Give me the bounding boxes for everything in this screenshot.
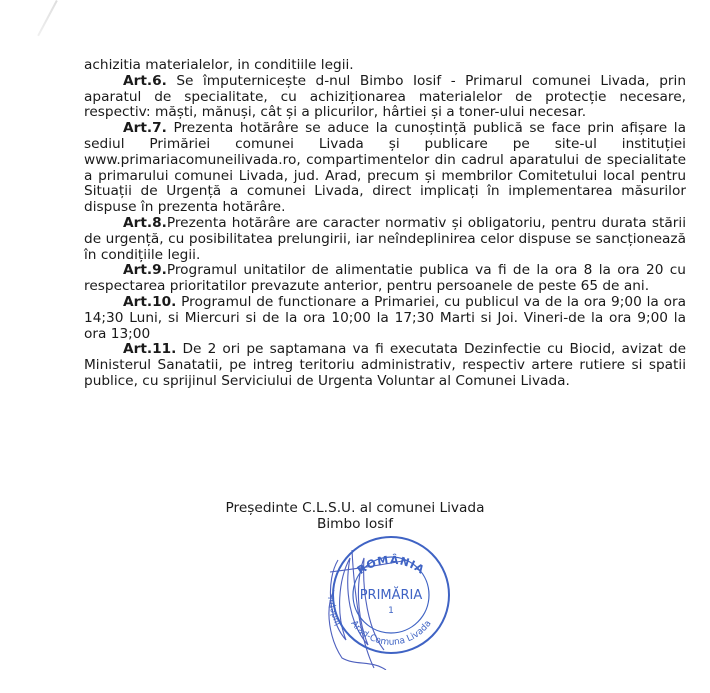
article-text: Se împuternicește d-nul Bimbo Iosif - Primarul comunei Livada, prin aparatul de specialitate, cu achiziționarea materialelor de protecție necesare, respectiv: măști, mănuși, cât și a plicurilor, hârtiei și a toner-ului necesar. bbox=[84, 72, 686, 121]
article-label: Art.7. bbox=[123, 120, 167, 137]
stamp-office: PRIMĂRIA bbox=[359, 588, 423, 603]
stamp-number: 1 bbox=[388, 606, 394, 616]
article-7 bbox=[84, 121, 686, 216]
article-10 bbox=[84, 295, 686, 342]
article-5-tail: achizitia materialelor, in conditiile legii. bbox=[84, 57, 354, 73]
signature-role: Președinte C.L.S.U. al comunei Livada bbox=[225, 500, 485, 516]
article-label: Art.11. bbox=[123, 341, 177, 358]
stamp-place: Arad-Comuna Livada bbox=[348, 618, 434, 648]
article-text: Prezenta hotărâre are caracter normativ și obligatoriu, pentru durata stării de urgență, cu posibilitatea prelungirii, iar neîndeplinirea celor dispuse se sancționează în condițiile legii. bbox=[84, 214, 686, 263]
article-text: De 2 ori pe saptamana va fi executata Dezinfectie cu Biocid, avizat de Ministerul Sanatatii, pe intreg teritoriu administrativ, respectiv artere rutiere si spatii publice, cu sprijinul Serviciului de Urgenta Voluntar al Comunei Livada. bbox=[84, 341, 686, 389]
article-label: Art.9. bbox=[123, 262, 167, 279]
article-label: Art.6. bbox=[123, 72, 167, 89]
stamp-county: Județul bbox=[326, 596, 342, 628]
official-stamp bbox=[316, 520, 466, 670]
article-11 bbox=[84, 342, 686, 389]
article-label: Art.8. bbox=[123, 214, 167, 231]
article-label: Art.10. bbox=[123, 293, 177, 310]
stamp-country: ROMÂNIA bbox=[354, 553, 428, 577]
svg-text:ROMÂNIA bbox=[355, 553, 427, 577]
document-body bbox=[84, 58, 686, 390]
article-text: Prezenta hotărâre se aduce la cunoștință publică se face prin afișare la sediul Primăriei comunei Livada și publicare pe site-ul instituției www.primariacomuneilivada.ro, compartimentelor din cadrul aparatului de specialitate a primarului comunei Livada, jud. Arad, precum și membrilor Comitetului local pentru Situații de Urgență a comunei Livada, direct implicați în implementarea măsurilor dispuse în prezenta hotărâre. bbox=[84, 120, 686, 216]
article-text: Programul de functionare a Primariei, cu publicul va de la ora 9;00 la ora 14;30 Luni, si Miercuri si de la ora 10;00 la 17;30 Marti si Joi. Vineri-de la ora 9;00 la ora 13;00 bbox=[84, 293, 686, 342]
article-8 bbox=[84, 216, 686, 263]
scan-artifact-line bbox=[37, 0, 58, 36]
article-9 bbox=[84, 263, 686, 295]
article-text: Programul unitatilor de alimentatie publica va fi de la ora 8 la ora 20 cu respectarea prioritatilor prevazute anterior, pentru persoanele de peste 65 de ani. bbox=[84, 262, 686, 295]
stamp-seal bbox=[327, 537, 449, 653]
article-6 bbox=[84, 74, 686, 121]
signature-name: Bimbo Iosif bbox=[316, 516, 394, 532]
